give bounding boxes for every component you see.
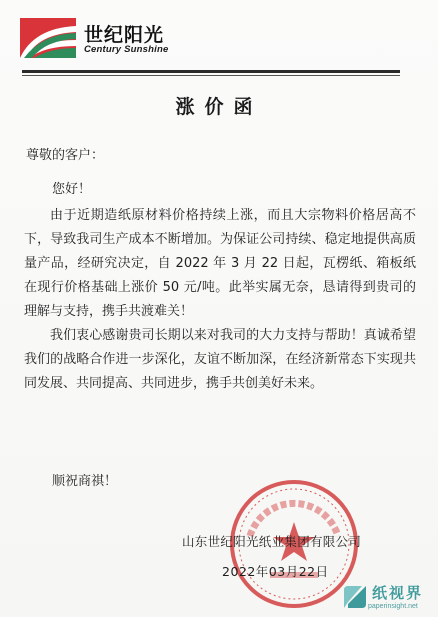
brand-name-en: Century Sunshine — [84, 44, 169, 55]
salutation: 尊敬的客户： — [26, 148, 105, 163]
header-divider — [22, 70, 400, 73]
header-divider-thin — [22, 75, 400, 76]
watermark-url: paperinsight.net — [368, 603, 418, 610]
company-name: 山东世纪阳光纸业集团有限公司 — [182, 534, 362, 549]
body-paragraph-1: 由于近期造纸原材料价格持续上涨，而且大宗物料价格居高不下，导致我司生产成本不断增加。为保证公司持续、稳定地提供高质量产品，经研究决定，自 2022 年 3 月 22 日起，瓦楞纸、箱板纸在现行价格基础上涨价 50 元/吨。此举实属无奈，恳请得到贵司的理解与支持，携手共渡难关！ — [24, 208, 416, 319]
letter-date: 2022年03月22日 — [222, 564, 329, 579]
body-paragraph-2: 我们衷心感谢贵司长期以来对我司的大力支持与帮助！真诚希望我们的战略合作进一步深化，友谊不断加深，在经济新常态下实现共同发展、共同提高、共同进步，携手共创美好未来。 — [24, 328, 416, 391]
century-sunshine-logo — [20, 18, 76, 58]
watermark-name: 纸视界 — [372, 584, 424, 602]
paperinsight-logo-icon — [340, 582, 370, 612]
greeting: 您好！ — [52, 182, 92, 197]
closing-line: 顺祝商祺！ — [52, 474, 118, 489]
letter-title: 涨价函 — [175, 96, 263, 118]
brand-name-cn: 世纪阳光 — [84, 24, 165, 46]
